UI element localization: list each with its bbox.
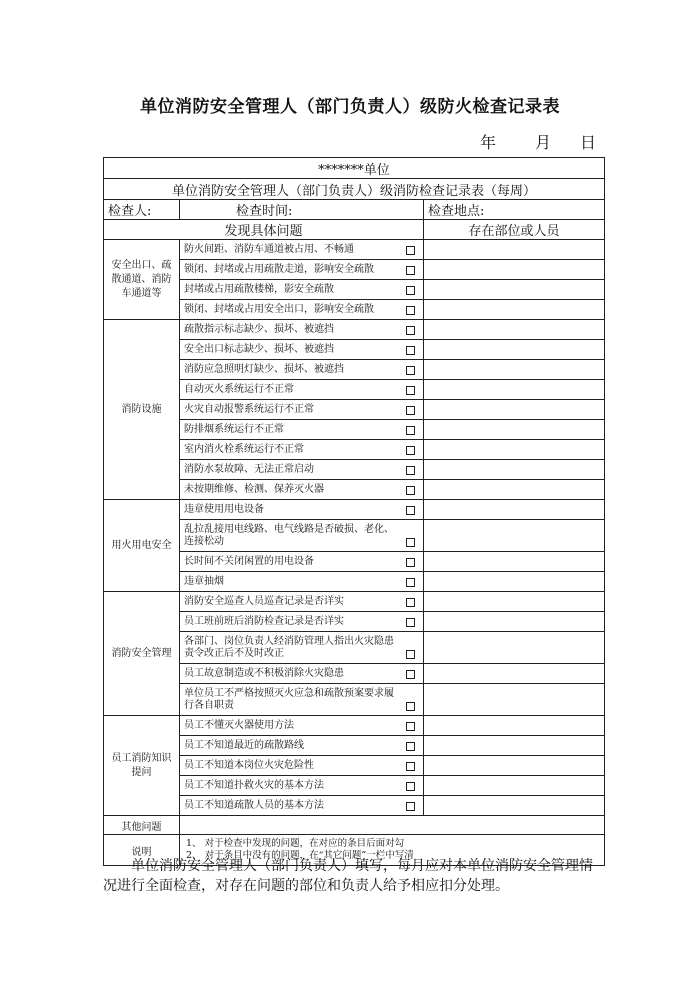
location-input-cell[interactable] <box>424 520 605 552</box>
form-subtitle: 单位消防安全管理人（部门负责人）级消防检查记录表（每周） <box>104 179 605 200</box>
checklist-item-text: 消防水泵故障、无法正常启动 <box>184 463 314 475</box>
checklist-item <box>180 736 424 756</box>
other-input-cell[interactable] <box>180 816 605 835</box>
checklist-row <box>104 664 605 684</box>
checkbox[interactable] <box>406 762 415 771</box>
checklist-item <box>180 400 424 420</box>
checklist-row <box>104 592 605 612</box>
checkbox[interactable] <box>406 406 415 415</box>
checklist-row <box>104 480 605 500</box>
checkbox[interactable] <box>406 742 415 751</box>
col-problems-header: 发现具体问题 <box>104 220 424 240</box>
checkbox[interactable] <box>406 538 415 547</box>
location-input-cell[interactable] <box>424 340 605 360</box>
checklist-row <box>104 500 605 520</box>
checklist-item-text: 员工不知道扑救火灾的基本方法 <box>184 779 324 791</box>
location-input-cell[interactable] <box>424 500 605 520</box>
checklist-item-text: 未按期维修、检测、保养灭火器 <box>184 483 324 495</box>
checklist-row <box>104 400 605 420</box>
category-cell: 消防设施 <box>104 320 180 500</box>
checklist-row <box>104 280 605 300</box>
checklist-item <box>180 300 424 320</box>
checklist-item-text: 安全出口标志缺少、损坏、被遮挡 <box>184 343 334 355</box>
checkbox[interactable] <box>406 618 415 627</box>
checkbox[interactable] <box>406 246 415 255</box>
time-cell[interactable] <box>180 200 424 220</box>
checklist-item-text: 火灾自动报警系统运行不正常 <box>184 403 314 415</box>
unit-line: *******单位 <box>104 158 605 179</box>
location-input-cell[interactable] <box>424 756 605 776</box>
checkbox[interactable] <box>406 386 415 395</box>
checklist-row <box>104 756 605 776</box>
checklist-item <box>180 380 424 400</box>
note-line: 2、 对于条目中没有的问题，在“其它问题”一栏中写清 <box>186 850 414 861</box>
checkbox[interactable] <box>406 426 415 435</box>
checklist-item <box>180 796 424 816</box>
checkbox[interactable] <box>406 506 415 515</box>
checklist-row <box>104 300 605 320</box>
category-cell: 员工消防知识提问 <box>104 716 180 816</box>
checklist-item-text: 乱拉乱接用电线路、电气线路是否破损、老化、连接松动 <box>184 523 394 547</box>
checkbox[interactable] <box>406 782 415 791</box>
checkbox[interactable] <box>406 446 415 455</box>
checklist-item <box>180 260 424 280</box>
checklist-item <box>180 520 424 552</box>
checkbox[interactable] <box>406 598 415 607</box>
checklist-row <box>104 320 605 340</box>
col-location-header: 存在部位或人员 <box>424 220 605 240</box>
checklist-item-text: 自动灭火系统运行不正常 <box>184 383 294 395</box>
checklist-item-text: 员工不懂灭火器使用方法 <box>184 719 294 731</box>
location-input-cell[interactable] <box>424 360 605 380</box>
checklist-row <box>104 632 605 664</box>
checklist-row <box>104 684 605 716</box>
checklist-row <box>104 716 605 736</box>
checkbox[interactable] <box>406 306 415 315</box>
checklist-item-text: 长时间不关闭闲置的用电设备 <box>184 555 314 567</box>
checkbox[interactable] <box>406 578 415 587</box>
checkbox[interactable] <box>406 346 415 355</box>
checklist-row <box>104 420 605 440</box>
checklist-item-text: 锁闭、封堵或占用安全出口，影响安全疏散 <box>184 303 374 315</box>
time-label: 检查时间: <box>236 204 293 219</box>
date-year: 年 <box>480 133 497 152</box>
location-input-cell[interactable] <box>424 684 605 716</box>
checklist-item-text: 消防应急照明灯缺少、损坏、被遮挡 <box>184 363 344 375</box>
checklist-item <box>180 592 424 612</box>
category-cell: 消防安全管理 <box>104 592 180 716</box>
footer-text: 单位消防安全管理人（部门负责人）填写，每月应对本单位消防安全管理情况进行全面检查，对存在问题的部位和负责人给予相应扣分处理。 <box>103 858 593 894</box>
checklist-item-text: 室内消火栓系统运行不正常 <box>184 443 304 455</box>
checklist-item <box>180 716 424 736</box>
checkbox[interactable] <box>406 366 415 375</box>
inspector-cell[interactable] <box>104 200 180 220</box>
checkbox[interactable] <box>406 326 415 335</box>
checklist-item-text: 防排烟系统运行不正常 <box>184 423 284 435</box>
location-input-cell[interactable] <box>424 300 605 320</box>
location-input-cell[interactable] <box>424 736 605 756</box>
date-month: 月 <box>535 133 552 152</box>
checklist-item <box>180 552 424 572</box>
checkbox[interactable] <box>406 286 415 295</box>
checklist-item <box>180 460 424 480</box>
location-input-cell[interactable] <box>424 592 605 612</box>
checklist-item-text: 员工故意制造或不积极消除火灾隐患 <box>184 667 344 679</box>
checklist-item-text: 违章使用用电设备 <box>184 503 264 515</box>
checklist-row <box>104 612 605 632</box>
checklist-item-text: 员工不知道本岗位火灾危险性 <box>184 759 314 771</box>
checklist-item <box>180 320 424 340</box>
location-input-cell[interactable] <box>424 612 605 632</box>
checkbox[interactable] <box>406 670 415 679</box>
inspection-form <box>103 157 605 866</box>
location-input-cell[interactable] <box>424 280 605 300</box>
location-input-cell[interactable] <box>424 572 605 592</box>
location-input-cell[interactable] <box>424 260 605 280</box>
category-cell: 用火用电安全 <box>104 500 180 592</box>
checklist-item-text: 消防安全巡查人员巡查记录是否详实 <box>184 595 344 607</box>
checklist-item <box>180 440 424 460</box>
checklist-row <box>104 260 605 280</box>
checklist-item <box>180 420 424 440</box>
checkbox[interactable] <box>406 486 415 495</box>
checklist-item <box>180 280 424 300</box>
checkbox[interactable] <box>406 558 415 567</box>
checklist-item <box>180 500 424 520</box>
location-input-cell[interactable] <box>424 716 605 736</box>
location-input-cell[interactable] <box>424 400 605 420</box>
checklist-item-text: 各部门、岗位负责人经消防管理人指出火灾隐患责令改正后不及时改正 <box>184 635 394 659</box>
checklist-row <box>104 440 605 460</box>
checkbox[interactable] <box>406 802 415 811</box>
checklist-row <box>104 360 605 380</box>
page-title: 单位消防安全管理人（部门负责人）级防火检查记录表 <box>140 97 560 117</box>
location-input-cell[interactable] <box>424 776 605 796</box>
location-input-cell[interactable] <box>424 796 605 816</box>
checklist-row <box>104 240 605 260</box>
other-label: 其他问题 <box>104 816 180 835</box>
checkbox[interactable] <box>406 466 415 475</box>
location-input-cell[interactable] <box>424 240 605 260</box>
location-input-cell[interactable] <box>424 552 605 572</box>
checklist-item-text: 单位员工不严格按照灭火应急和疏散预案要求履行各自职责 <box>184 687 394 711</box>
checklist-item <box>180 664 424 684</box>
location-input-cell[interactable] <box>424 420 605 440</box>
location-input-cell[interactable] <box>424 480 605 500</box>
checklist-row <box>104 460 605 480</box>
checklist-row <box>104 572 605 592</box>
category-cell: 安全出口、疏散通道、消防车通道等 <box>104 240 180 320</box>
checklist-item-text: 员工不知道疏散人员的基本方法 <box>184 799 324 811</box>
checklist-item <box>180 340 424 360</box>
date-day: 日 <box>580 133 597 152</box>
checklist-item-text: 封堵或占用疏散楼梯，影安全疏散 <box>184 283 334 295</box>
location-input-cell[interactable] <box>424 460 605 480</box>
note-line: 1、 对于检查中发现的问题，在对应的条目后面对勾 <box>186 838 405 849</box>
checklist-item <box>180 360 424 380</box>
location-input-cell[interactable] <box>424 320 605 340</box>
checklist-item <box>180 756 424 776</box>
place-label: 检查地点: <box>428 204 485 219</box>
checklist-row <box>104 736 605 756</box>
checklist-row <box>104 776 605 796</box>
checkbox[interactable] <box>406 702 415 711</box>
checklist-row <box>104 340 605 360</box>
checklist-item-text: 疏散指示标志缺少、损坏、被遮挡 <box>184 323 334 335</box>
checklist-row <box>104 796 605 816</box>
place-cell[interactable] <box>424 200 605 220</box>
note-label: 说明 <box>104 835 180 866</box>
checklist-item-text: 员工班前班后消防检查记录是否详实 <box>184 615 344 627</box>
checklist-item-text: 锁闭、封堵或占用疏散走道，影响安全疏散 <box>184 263 374 275</box>
checklist-item <box>180 572 424 592</box>
checklist-item <box>180 480 424 500</box>
checklist-item <box>180 612 424 632</box>
checklist-row <box>104 552 605 572</box>
location-input-cell[interactable] <box>424 380 605 400</box>
location-input-cell[interactable] <box>424 632 605 664</box>
checklist-row <box>104 520 605 552</box>
checklist-item <box>180 776 424 796</box>
checkbox[interactable] <box>406 722 415 731</box>
checkbox[interactable] <box>406 266 415 275</box>
checklist-row <box>104 380 605 400</box>
checkbox[interactable] <box>406 650 415 659</box>
checklist-item-text: 违章抽烟 <box>184 575 224 587</box>
checklist-item-text: 员工不知道最近的疏散路线 <box>184 739 304 751</box>
other-row <box>104 816 605 835</box>
location-input-cell[interactable] <box>424 440 605 460</box>
checklist-item <box>180 240 424 260</box>
inspector-label: 检查人: <box>108 204 152 219</box>
checklist-item-text: 防火间距、消防车通道被占用、不畅通 <box>184 243 354 255</box>
checklist-item <box>180 684 424 716</box>
checklist-item <box>180 632 424 664</box>
location-input-cell[interactable] <box>424 664 605 684</box>
